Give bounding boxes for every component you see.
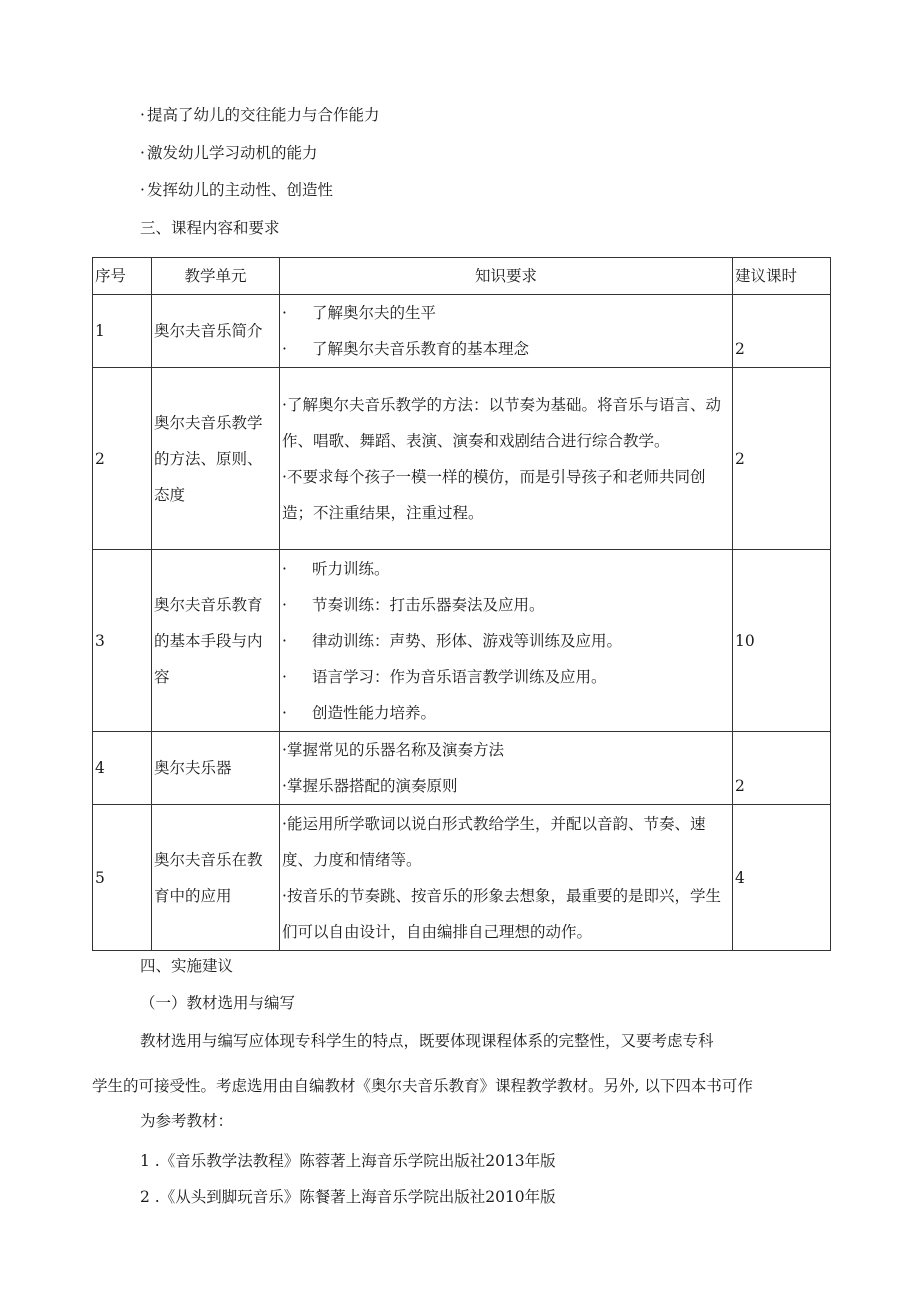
bullet-icon: · xyxy=(282,631,287,650)
row-no: 5 xyxy=(93,805,152,951)
row-hours: 10 xyxy=(733,550,831,732)
row-hours: 4 xyxy=(733,805,831,951)
bullet-icon: · xyxy=(140,181,145,199)
header-no: 序号 xyxy=(93,258,152,295)
table-row xyxy=(93,550,831,732)
bullet-icon: · xyxy=(282,395,287,414)
bullet-icon: · xyxy=(282,667,287,686)
table-row xyxy=(93,805,831,951)
paragraph-line: 为参考教材： xyxy=(140,1112,234,1130)
requirement-item: ·按音乐的节奏跳、按音乐的形象去想象，最重要的是即兴，学生们可以自由设计，自由编排自己理想的动作。 xyxy=(282,886,721,941)
row-unit: 奥尔夫乐器 xyxy=(152,732,280,805)
bullet-icon: · xyxy=(282,886,287,905)
requirement-item: ·掌握常见的乐器名称及演奏方法 xyxy=(282,741,504,759)
row-unit: 奥尔夫音乐教育的基本手段与内容 xyxy=(152,550,280,732)
reference-item: 1 .《音乐教学法教程》陈蓉著上海音乐学院出版社2013年版 xyxy=(140,1152,556,1170)
requirement-item: ·能运用所学歌词以说白形式教给学生，并配以音韵、节奏、速度、力度和情绪等。 xyxy=(282,814,706,869)
bullet-icon: · xyxy=(282,777,287,795)
bullet-icon: · xyxy=(282,814,287,833)
requirement-item: ·不要求每个孩子一模一样的模仿，而是引导孩子和老师共同创造；不注重结果，注重过程。 xyxy=(282,467,706,522)
header-unit: 教学单元 xyxy=(152,258,280,295)
row-unit: 奥尔夫音乐在教育中的应用 xyxy=(152,805,280,951)
requirement-item: · 律动训练：声势、形体、游戏等训练及应用。 xyxy=(282,623,730,659)
section-3-title: 三、课程内容和要求 xyxy=(140,219,280,237)
row-requirements xyxy=(280,368,733,550)
row-requirements xyxy=(280,550,733,732)
bullet-icon: · xyxy=(282,340,287,358)
row-hours: 2 xyxy=(733,368,831,550)
goal-item: · 激发幼儿学习动机的能力 xyxy=(140,144,318,162)
row-requirements xyxy=(280,805,733,951)
row-requirements xyxy=(280,732,733,805)
requirement-item: · 创造性能力培养。 xyxy=(282,695,730,731)
header-hours: 建议课时 xyxy=(733,258,831,295)
row-unit: 奥尔夫音乐教学的方法、原则、态度 xyxy=(152,368,280,550)
requirement-item: ·掌握乐器搭配的演奏原则 xyxy=(282,777,458,795)
row-requirements xyxy=(280,295,733,368)
bullet-icon: · xyxy=(282,595,287,614)
reference-item: 2 .《从头到脚玩音乐》陈餐著上海音乐学院出版社2010年版 xyxy=(140,1188,556,1206)
bullet-icon: · xyxy=(282,703,287,722)
requirement-item: · 语言学习：作为音乐语言教学训练及应用。 xyxy=(282,659,730,695)
table-row xyxy=(93,295,831,368)
bullet-icon: · xyxy=(140,144,145,162)
goal-item: · 发挥幼儿的主动性、创造性 xyxy=(140,181,333,199)
row-no: 2 xyxy=(93,368,152,550)
row-no: 3 xyxy=(93,550,152,732)
requirement-item: ·了解奥尔夫音乐教学的方法：以节奏为基础。将音乐与语言、动作、唱歌、舞蹈、表演、演奏和戏剧结合进行综合教学。 xyxy=(282,395,721,450)
section-4-title: 四、实施建议 xyxy=(140,957,234,975)
row-no: 1 xyxy=(93,295,152,368)
requirement-item: · 了解奥尔夫音乐教育的基本理念 xyxy=(282,331,730,367)
table-row xyxy=(93,732,831,805)
requirement-item: · 节奏训练：打击乐器奏法及应用。 xyxy=(282,587,730,623)
paragraph-line: 教材选用与编写应体现专科学生的特点，既要体现课程体系的完整性，又要考虑专科 xyxy=(140,1032,714,1050)
row-unit: 奥尔夫音乐简介 xyxy=(152,295,280,368)
row-hours: 2 xyxy=(733,732,831,805)
table-header-row xyxy=(93,258,831,295)
requirement-item: · 听力训练。 xyxy=(282,551,730,587)
bullet-icon: · xyxy=(282,467,287,486)
course-table xyxy=(92,257,831,951)
goal-item: · 提高了幼儿的交往能力与合作能力 xyxy=(140,106,380,124)
row-hours: 2 xyxy=(733,295,831,368)
subsection-1-title: （一）教材选用与编写 xyxy=(140,994,296,1012)
header-requirements: 知识要求 xyxy=(280,258,733,295)
bullet-icon: · xyxy=(282,559,287,578)
row-no: 4 xyxy=(93,732,152,805)
paragraph-line: 学生的可接受性。考虑选用由自编教材《奥尔夫音乐教育》课程教学教材。另外, 以下四本书可作 xyxy=(92,1077,753,1095)
requirement-item: · 了解奥尔夫的生平 xyxy=(282,295,730,331)
bullet-icon: · xyxy=(140,106,145,124)
bullet-icon: · xyxy=(282,741,287,759)
table-row xyxy=(93,368,831,550)
bullet-icon: · xyxy=(282,304,287,322)
